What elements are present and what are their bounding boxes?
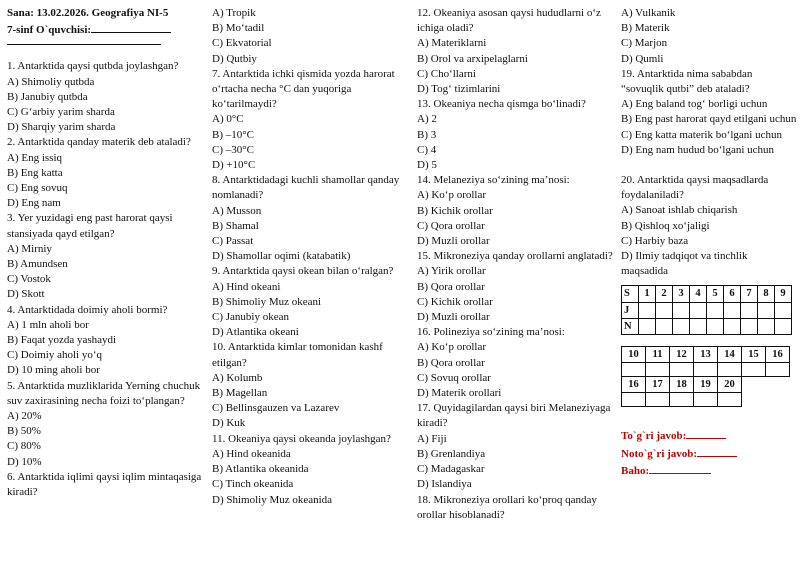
answer-option: C) Janubiy okean [212, 311, 289, 324]
answer-option: A) Sanoat ishlab chiqarish [621, 204, 738, 217]
wrong-answers-blank[interactable] [697, 445, 737, 457]
answer-option: B) Grenlandiya [417, 447, 486, 460]
answer-option: C) Marjon [621, 37, 668, 50]
answer-option: B) Shimoliy Muz okeani [212, 295, 322, 308]
answer-option: B) Eng past harorat qayd etilgani uchun [621, 113, 797, 126]
student-name-blank[interactable] [91, 21, 171, 33]
answer-option: C) Qora orollar [417, 219, 485, 232]
answer-option: D) 5 [417, 159, 437, 172]
grid-number-cell: 8 [758, 286, 775, 302]
grid-answer-cell[interactable] [742, 363, 766, 377]
answer-option: B) Janubiy qutbda [7, 90, 88, 103]
grid-answer-cell[interactable] [741, 318, 758, 334]
grid-answer-cell[interactable] [646, 393, 670, 407]
results-section [621, 427, 797, 479]
grid-answer-row [622, 393, 790, 407]
answer-option: A) Hind okeanida [212, 447, 291, 460]
name-underline [7, 38, 161, 45]
question-1: 1. Antarktida qaysi qutbda joylashgan? [7, 60, 179, 73]
column-4 [621, 6, 797, 479]
grid-answer-row [622, 363, 790, 377]
answer-option: A) Materiklarni [417, 37, 487, 50]
answer-option: C) Doimiy aholi yo‘q [7, 349, 103, 362]
grid-answer-cell[interactable] [639, 302, 656, 318]
answer-option: D) Qutbiy [212, 52, 257, 65]
answer-option: C) Vostok [7, 273, 51, 286]
answer-option: A) Eng issiq [7, 151, 62, 164]
column-2 [212, 6, 408, 508]
answer-option: B) Shamal [212, 219, 259, 232]
answer-option: D) Shimoliy Muz okeanida [212, 493, 333, 506]
answer-option: A) Shimoliy qutbda [7, 75, 95, 88]
answer-option: A) Tropik [212, 7, 256, 19]
grid-number-cell: 14 [718, 347, 742, 363]
grid-number-cell: 17 [646, 377, 670, 393]
answer-option: D) Eng nam hudud bo‘lgani uchun [621, 143, 775, 156]
grid-answer-cell[interactable] [646, 363, 670, 377]
grid-number-cell: 10 [622, 347, 646, 363]
grid-number-cell: 16 [622, 377, 646, 393]
question-list [7, 59, 203, 500]
grid-number-cell: 16 [766, 347, 790, 363]
grid-answer-cell[interactable] [622, 393, 646, 407]
correct-answers-line: To`g`ri javob: [621, 427, 797, 444]
grid-answer-cell[interactable] [694, 363, 718, 377]
grid-number-cell: 7 [741, 286, 758, 302]
grid-label-s: S [622, 286, 639, 302]
answer-option: D) Sharqiy yarim sharda [7, 121, 116, 134]
grid-answer-cell[interactable] [673, 302, 690, 318]
answer-option: B) Orol va arxipelaglarni [417, 52, 528, 65]
question-6: 6. Antarktida iqlimi qaysi iqlim mintaqasiga kiradi? [7, 470, 202, 499]
answer-option: B) –10°C [212, 128, 254, 141]
grid-number-cell: 18 [670, 377, 694, 393]
answer-option: A) Ko‘p orollar [417, 189, 487, 202]
grid-label-j: J [622, 302, 639, 318]
grid-number-cell: 19 [694, 377, 718, 393]
answer-option: A) Musson [212, 204, 262, 217]
answer-option: A) Fiji [417, 432, 447, 445]
answer-option: D) Islandiya [417, 478, 472, 491]
answer-option: B) Qora orollar [417, 356, 485, 369]
answer-option: C) Madagaskar [417, 463, 485, 476]
grid-answer-cell[interactable] [766, 363, 790, 377]
correct-answers-blank[interactable] [686, 427, 726, 439]
question-9: 9. Antarktida qaysi okean bilan o‘ralgan? [212, 265, 394, 278]
grid-number-cell: 4 [690, 286, 707, 302]
question-14: 14. Melaneziya so‘zining ma’nosi: [417, 174, 570, 187]
answer-option: B) Atlantika okeanida [212, 463, 309, 476]
answer-grid-10-20 [621, 346, 790, 407]
answer-option: A) 1 mln aholi bor [7, 318, 89, 331]
question-16: 16. Polineziya so‘zining ma’nosi: [417, 326, 565, 339]
question-2: 2. Antarktida qanday materik deb ataladi? [7, 136, 191, 149]
grid-number-row [622, 286, 792, 302]
grid-answer-cell[interactable] [718, 363, 742, 377]
wrong-answers-line: Noto`g`ri javob: [621, 445, 797, 462]
answer-option: D) Skott [7, 288, 45, 301]
answer-option: D) 10% [7, 455, 42, 468]
grid-answer-cell[interactable] [670, 363, 694, 377]
answer-option: C) Passat [212, 235, 254, 248]
grid-number-cell: 20 [718, 377, 742, 393]
answer-option: A) Ko‘p orollar [417, 341, 487, 354]
question-11: 11. Okeaniya qaysi okeanda joylashgan? [212, 432, 391, 445]
grade-line: Baho: [621, 462, 797, 479]
answer-option: D) +10°C [212, 159, 256, 172]
date-subject-header: Sana: 13.02.2026. Geografiya NI-5 [7, 7, 169, 19]
grid-answer-cell[interactable] [656, 318, 673, 334]
grid-answer-cell[interactable] [775, 302, 792, 318]
grid-number-cell: 11 [646, 347, 670, 363]
answer-option: B) Materik [621, 22, 670, 35]
answer-option: A) Mirniy [7, 242, 52, 255]
column-3 [417, 6, 613, 523]
grid-answer-cell[interactable] [622, 363, 646, 377]
question-10: 10. Antarktida kimlar tomonidan kashf etilgan? [212, 341, 383, 369]
answer-option: A) Kolumb [212, 371, 263, 384]
answer-option: D) Ilmiy tadqiqot va tinchlik maqsadida [621, 250, 748, 278]
answer-option: C) Cho‘llarni [417, 67, 476, 80]
answer-grid-1-9 [621, 285, 792, 335]
answer-option: C) 80% [7, 440, 41, 453]
grid-number-cell: 6 [724, 286, 741, 302]
answer-option: C) Sovuq orollar [417, 371, 491, 384]
question-8: 8. Antarktidadagi kuchli shamollar qanday nomlanadi? [212, 174, 400, 202]
grid-number-cell: 9 [775, 286, 792, 302]
answer-option: C) Ekvatorial [212, 37, 272, 50]
grid-answer-cell[interactable] [656, 302, 673, 318]
answer-option: C) –30°C [212, 143, 254, 156]
answer-option: C) 4 [417, 143, 437, 156]
answer-option: C) Bellinsgauzen va Lazarev [212, 402, 340, 415]
grid-number-cell: 15 [742, 347, 766, 363]
answer-option: C) Tinch okeanida [212, 478, 294, 491]
answer-option: D) 10 ming aholi bor [7, 364, 100, 377]
grid-number-cell: 3 [673, 286, 690, 302]
question-12: 12. Okeaniya asosan qaysi hududlarni o‘z ichiga oladi? [417, 7, 601, 35]
answer-option: B) 50% [7, 425, 41, 438]
answer-option: B) Qora orollar [417, 280, 485, 293]
answer-option: D) Kuk [212, 417, 246, 430]
question-20: 20. Antarktida qaysi maqsadlarda foydalaniladi? [621, 174, 769, 202]
answer-option: C) Kichik orollar [417, 295, 493, 308]
answer-option: C) G‘arbiy yarim sharda [7, 106, 115, 119]
question-3: 3. Yer yuzidagi eng past harorat qaysi stansiyada qayd etilgan? [7, 212, 173, 240]
grid-answer-row [622, 318, 792, 334]
grid-number-cell: 5 [707, 286, 724, 302]
grid-answer-cell[interactable] [775, 318, 792, 334]
grid-number-cell: 13 [694, 347, 718, 363]
question-13: 13. Okeaniya necha qismga bo‘linadi? [417, 98, 586, 111]
answer-option: B) Amundsen [7, 258, 68, 271]
answer-option: A) 2 [417, 113, 437, 126]
grid-number-row [622, 347, 790, 363]
answer-option: B) Faqat yozda yashaydi [7, 334, 117, 347]
answer-option: D) Atlantika okeani [212, 326, 299, 339]
grid-number-row [622, 377, 790, 393]
answer-option: B) Magellan [212, 387, 268, 400]
answer-option: A) Vulkanik [621, 7, 676, 19]
answer-option: B) Eng katta [7, 166, 63, 179]
grade-blank[interactable] [649, 462, 711, 474]
grid-answer-cell[interactable] [707, 302, 724, 318]
answer-option: D) Muzli orollar [417, 311, 490, 324]
answer-option: D) Shamollar oqimi (katabatik) [212, 250, 351, 263]
answer-option: D) Eng nam [7, 197, 61, 210]
question-7: 7. Antarktida ichki qismida yozda harorat o‘rtacha necha °C dan yuqoriga ko‘tarilmaydi? [212, 67, 395, 111]
grid-answer-cell[interactable] [673, 318, 690, 334]
grid-answer-row [622, 302, 792, 318]
grid-answer-cell[interactable] [690, 302, 707, 318]
answer-option: C) Eng sovuq [7, 182, 68, 195]
question-19: 19. Antarktida nima sababdan “sovuqlik qutbi” deb ataladi? [621, 67, 753, 96]
answer-option: B) Qishloq xo‘jaligi [621, 219, 710, 232]
grid-label-n: N [622, 318, 639, 334]
grid-number-cell: 1 [639, 286, 656, 302]
grid-answer-cell[interactable] [670, 393, 694, 407]
answer-option: A) Yirik orollar [417, 265, 486, 278]
student-name-line: 7-sinf O`quvchisi: [7, 21, 203, 38]
question-17: 17. Quyidagilardan qaysi biri Melaneziyaga kiradi? [417, 402, 611, 430]
answer-option: A) Eng baland tog‘ borligi uchun [621, 98, 768, 111]
answer-option: B) Mo‘tadil [212, 22, 265, 35]
question-15: 15. Mikroneziya qanday orollarni anglatadi? [417, 250, 613, 263]
grid-answer-cell[interactable] [758, 318, 775, 334]
question-4: 4. Antarktidada doimiy aholi bormi? [7, 303, 168, 316]
grid-answer-cell[interactable] [639, 318, 656, 334]
answer-option: D) Tog‘ tizimlarini [417, 83, 501, 96]
answer-option: B) Kichik orollar [417, 204, 493, 217]
grid-answer-cell[interactable] [707, 318, 724, 334]
grid-answer-cell[interactable] [724, 318, 741, 334]
answer-option: D) Qumli [621, 52, 664, 65]
grid-answer-cell[interactable] [741, 302, 758, 318]
grid-number-cell: 2 [656, 286, 673, 302]
column-1 [7, 6, 203, 500]
grid-answer-cell[interactable] [694, 393, 718, 407]
answer-option: C) Harbiy baza [621, 234, 689, 247]
answer-option: A) Hind okeani [212, 280, 281, 293]
grid-number-cell: 12 [670, 347, 694, 363]
answer-option: A) 20% [7, 410, 42, 423]
answer-option: A) 0°C [212, 113, 244, 126]
answer-option: B) 3 [417, 128, 437, 141]
grid-answer-cell[interactable] [690, 318, 707, 334]
grid-answer-cell[interactable] [724, 302, 741, 318]
question-5: 5. Antarktida muzliklarida Yerning chuchuk suv zaxirasining necha foizi to‘plangan? [7, 379, 201, 407]
answer-option: C) Eng katta materik bo‘lgani uchun [621, 128, 782, 141]
question-18: 18. Mikroneziya orollari ko‘proq qanday orollar hisoblanadi? [417, 493, 597, 521]
answer-option: D) Materik orollari [417, 387, 502, 400]
answer-option: D) Muzli orollar [417, 235, 490, 248]
grid-answer-cell[interactable] [758, 302, 775, 318]
grid-answer-cell[interactable] [718, 393, 742, 407]
